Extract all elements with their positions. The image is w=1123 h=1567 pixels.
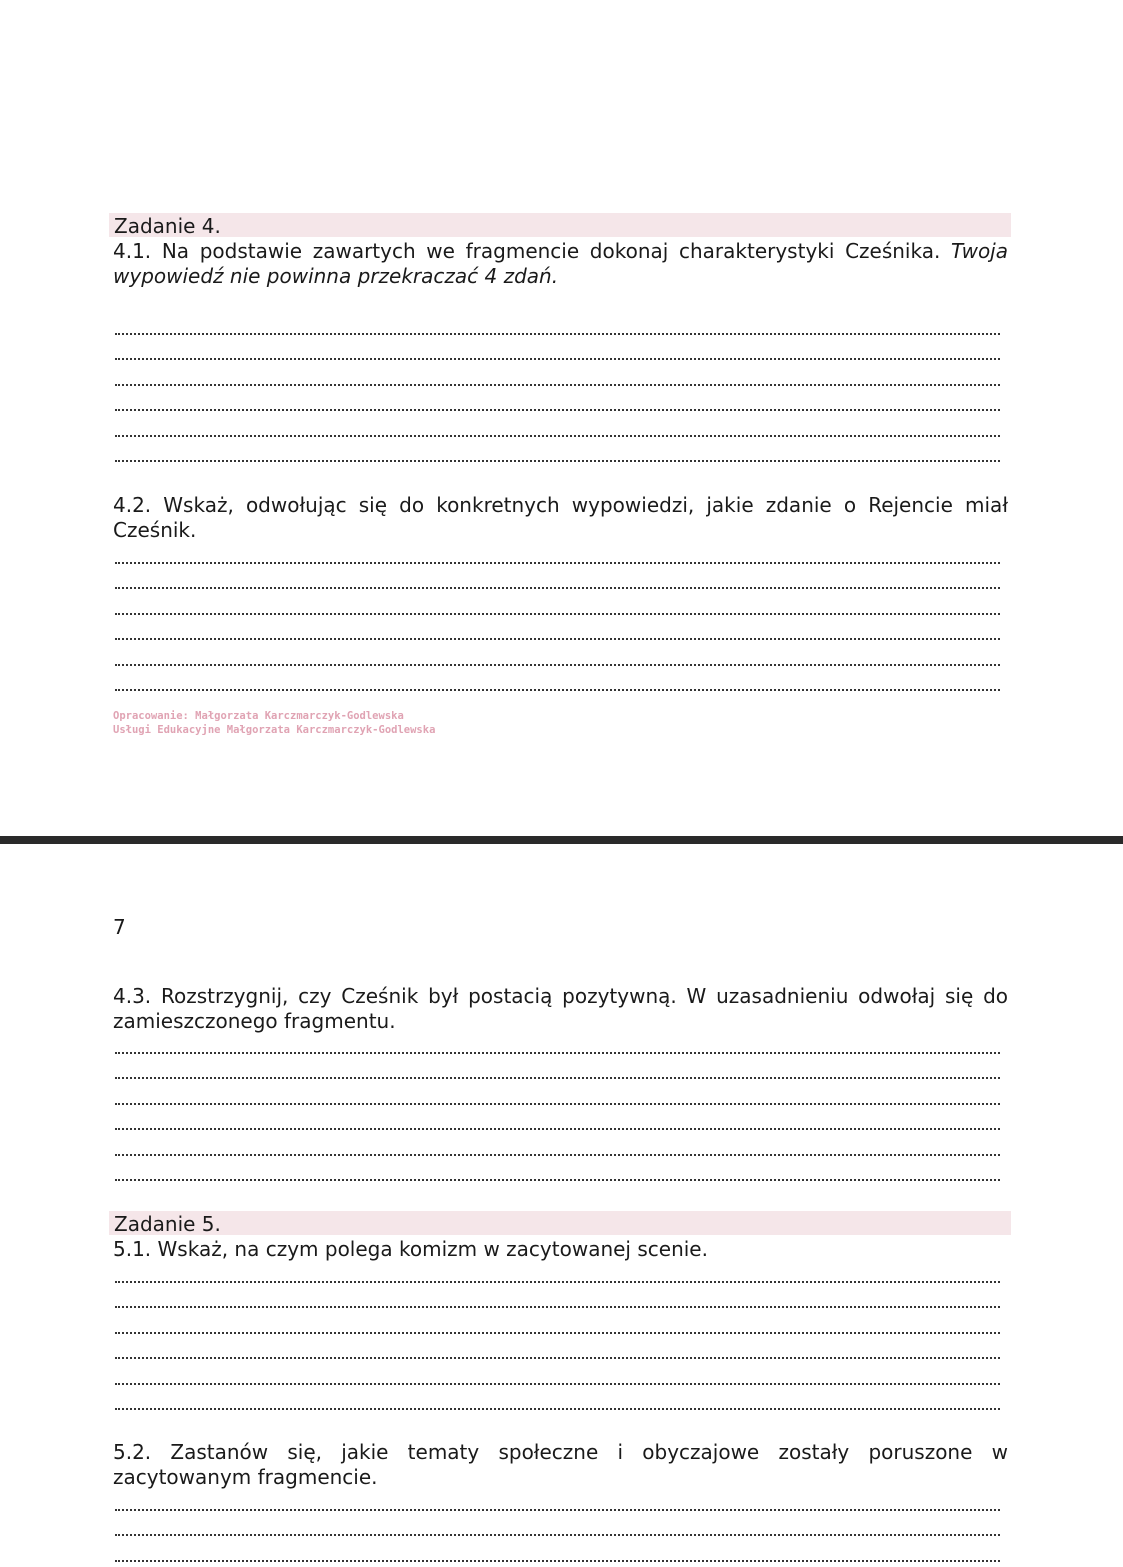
answer-line[interactable] — [115, 1541, 1000, 1567]
answer-line[interactable] — [115, 1390, 1000, 1416]
page-divider — [0, 836, 1123, 844]
answer-line[interactable] — [115, 1110, 1000, 1136]
answer-line[interactable] — [115, 314, 1000, 340]
question-5-2-text: 5.2. Zastanów się, jakie tematy społeczne i obyczajowe zostały poruszone w zacytowanym fragmencie. — [113, 1440, 1008, 1489]
answer-line[interactable] — [115, 1084, 1000, 1110]
task-4-header — [109, 213, 1011, 237]
question-4-2-text: 4.2. Wskaż, odwołując się do konkretnych wypowiedzi, jakie zdanie o Rejencie miał Cześnik. — [113, 493, 1008, 542]
credit-line-1: Opracowanie: Małgorzata Karczmarczyk-Godlewska — [113, 710, 404, 722]
answer-lines-4-1[interactable] — [115, 314, 1000, 467]
task-5-title: Zadanie 5. — [114, 1212, 221, 1236]
question-5-2 — [113, 1440, 1008, 1490]
answer-line[interactable] — [115, 1313, 1000, 1339]
answer-line[interactable] — [115, 620, 1000, 646]
author-credit — [113, 709, 435, 737]
answer-line[interactable] — [115, 1516, 1000, 1542]
answer-lines-4-3[interactable] — [115, 1033, 1000, 1186]
answer-line[interactable] — [115, 569, 1000, 595]
question-5-1-text: 5.1. Wskaż, na czym polega komizm w zacytowanej scenie. — [113, 1237, 708, 1261]
credit-line-2: Usługi Edukacyjne Małgorzata Karczmarczyk-Godlewska — [113, 724, 436, 736]
answer-line[interactable] — [115, 645, 1000, 671]
answer-line[interactable] — [115, 416, 1000, 442]
answer-line[interactable] — [115, 1288, 1000, 1314]
answer-line[interactable] — [115, 1059, 1000, 1085]
answer-line[interactable] — [115, 543, 1000, 569]
answer-line[interactable] — [115, 340, 1000, 366]
answer-lines-5-2[interactable] — [115, 1490, 1000, 1567]
answer-line[interactable] — [115, 1364, 1000, 1390]
answer-line[interactable] — [115, 1135, 1000, 1161]
answer-line[interactable] — [115, 391, 1000, 417]
question-4-1-instruction: Twoja wypowiedź nie powinna przekraczać 4 zdań. — [113, 239, 1008, 288]
answer-line[interactable] — [115, 442, 1000, 468]
answer-line[interactable] — [115, 1490, 1000, 1516]
question-4-3 — [113, 984, 1008, 1034]
answer-line[interactable] — [115, 365, 1000, 391]
answer-lines-4-2[interactable] — [115, 543, 1000, 696]
answer-lines-5-1[interactable] — [115, 1262, 1000, 1415]
answer-line[interactable] — [115, 1262, 1000, 1288]
question-4-1 — [113, 239, 1008, 289]
question-5-1 — [113, 1237, 1008, 1262]
question-4-3-text: 4.3. Rozstrzygnij, czy Cześnik był postacią pozytywną. W uzasadnieniu odwołaj się do zamieszczonego fragmentu. — [113, 984, 1008, 1033]
question-4-2 — [113, 493, 1008, 543]
answer-line[interactable] — [115, 594, 1000, 620]
task-4-title: Zadanie 4. — [114, 214, 221, 238]
answer-line[interactable] — [115, 1339, 1000, 1365]
answer-line[interactable] — [115, 1033, 1000, 1059]
answer-line[interactable] — [115, 671, 1000, 697]
page-number: 7 — [113, 915, 126, 939]
question-4-1-text: 4.1. Na podstawie zawartych we fragmencie dokonaj charakterystyki Cześnika. — [113, 239, 941, 263]
answer-line[interactable] — [115, 1161, 1000, 1187]
task-5-header — [109, 1211, 1011, 1235]
